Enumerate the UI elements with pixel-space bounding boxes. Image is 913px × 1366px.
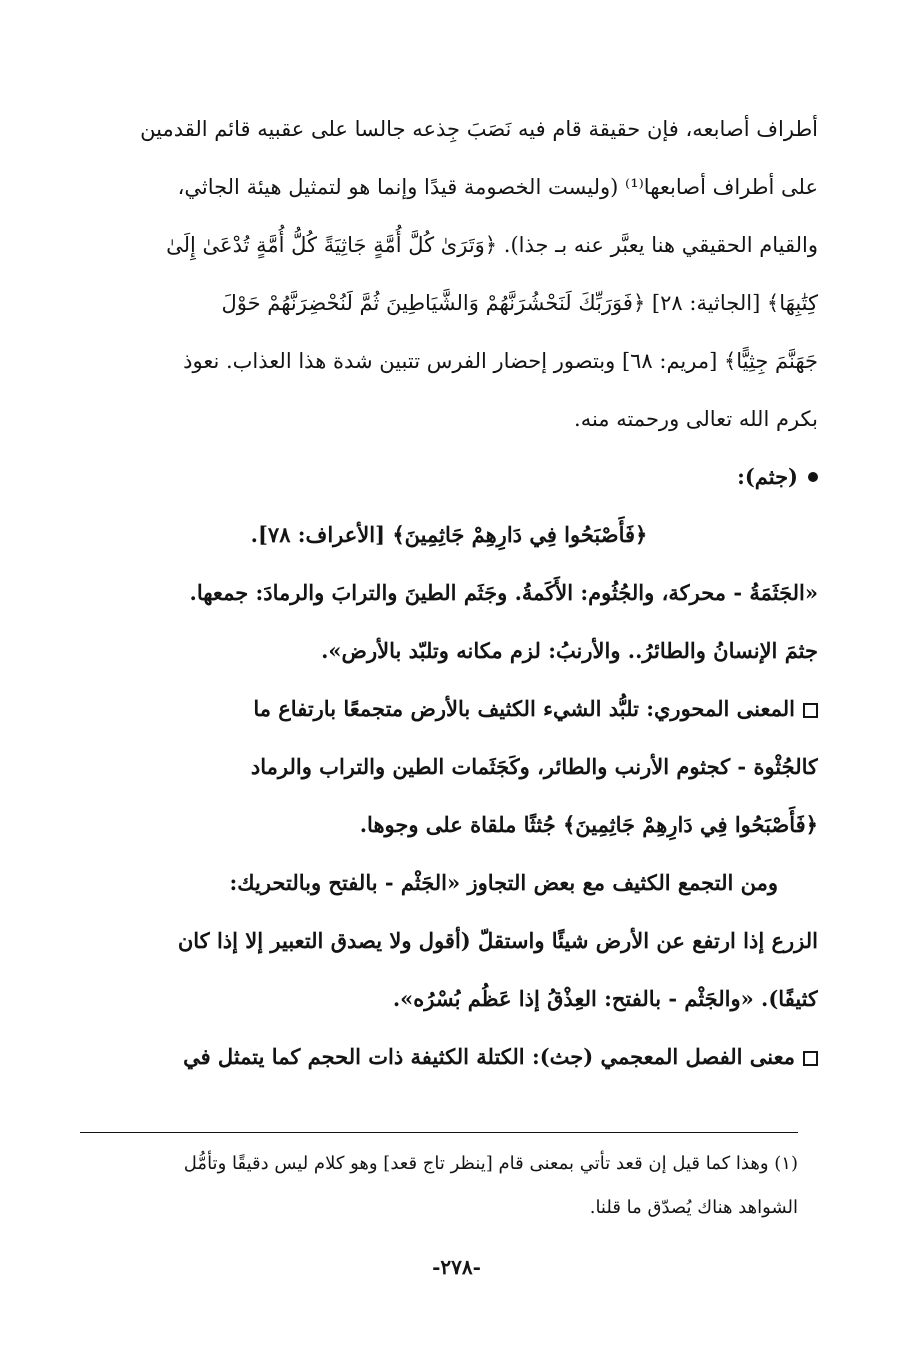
lexicon-line: جثمَ الإنسانُ والطائرُ.. والأرنبُ: لزم مكانه وتلبّد بالأرض». (321, 638, 818, 663)
checkbox-square-icon (803, 703, 818, 718)
paragraph-line: ومن التجمع الكثيف مع بعض التجاوز «الجَثْم - بالفتح وبالتحريك: (229, 870, 778, 895)
text-line: أطراف أصابعه، فإن حقيقة قام فيه نَصَبَ جِذعه جالسا على عقبيه قائم القدمين (140, 117, 818, 141)
text-line: جَهَنَّمَ جِثِيًّا﴾ [مريم: ٦٨] وبتصور إحضار الفرس تتبين شدة هذا العذاب. نعوذ (183, 349, 818, 373)
meaning-line (80, 680, 818, 738)
footnote (80, 1142, 798, 1230)
text-line: بكرم الله تعالى ورحمته منه. (574, 407, 818, 431)
entry-heading-text: (جثم): (737, 464, 798, 489)
fasl-text: الكتلة الكثيفة ذات الحجم كما يتمثل في (183, 1044, 525, 1069)
meaning-line: كالجُثْوة - كجثوم الأرنب والطائر، وكَجَثَمات الطين والتراب والرماد (250, 754, 818, 779)
footnote-line: الشواهد هناك يُصدّق ما قلنا. (589, 1197, 798, 1218)
lexicon-line: «الجَثَمَةُ - محركة، والجُثُوم: الأَكَمةُ. وجَثَم الطينَ والترابَ والرمادَ: جمعها. (189, 580, 818, 605)
paragraph-line: كثيفًا). «والجَثْم - بالفتح: العِذْقُ إذا عَظُم بُسْرُه». (392, 986, 818, 1011)
bullet-icon (808, 472, 818, 482)
checkbox-square-icon (803, 1051, 818, 1066)
page-number: -٢٧٨- (432, 1255, 481, 1279)
entry-heading (80, 448, 818, 506)
text-line: كِتَٰبِهَا﴾ [الجاثية: ٢٨] ﴿فَوَرَبِّكَ لَنَحْشُرَنَّهُمْ وَالشَّيَاطِينَ ثُمَّ لَنُحْضِرَنَّهُمْ حَوْلَ (221, 291, 818, 315)
page-body (80, 100, 818, 1086)
meaning-text: تلبُّد الشيء الكثيف بالأرض متجمعًا بارتفاع ما (253, 696, 639, 721)
text-line: والقيام الحقيقي هنا يعبَّر عنه بـ جذا). ﴿وَتَرَىٰ كُلَّ أُمَّةٍ جَاثِيَةً كُلُّ أُمَّةٍ تُدْعَىٰ إِلَىٰ (166, 233, 818, 257)
fasl-line (80, 1028, 818, 1086)
paragraph-line: الزرع إذا ارتفع عن الأرض شيئًا واستقلّ (أقول ولا يصدق التعبير إلا إذا كان (177, 928, 818, 953)
meaning-label: المعنى المحوري: (646, 696, 795, 721)
text-line: على أطراف أصابعها⁽¹⁾ (وليست الخصومة قيدًا وإنما هو لتمثيل هيئة الجاثي، (177, 175, 818, 199)
footnote-line: (١) وهذا كما قيل إن قعد تأتي بمعنى قام [ينظر تاج قعد] وهو كلام ليس دقيقًا وتأمُّل (183, 1153, 798, 1174)
quran-verse: ﴿فَأَصْبَحُوا فِي دَارِهِمْ جَاثِمِينَ﴾ [الأعراف: ٧٨]. (250, 522, 648, 547)
fasl-label: معنى الفصل المعجمي (جث): (531, 1044, 795, 1069)
meaning-line: ﴿فَأَصْبَحُوا فِي دَارِهِمْ جَاثِمِينَ﴾ جُثثًا ملقاة على وجوها. (359, 812, 818, 837)
footnote-separator (80, 1132, 798, 1133)
